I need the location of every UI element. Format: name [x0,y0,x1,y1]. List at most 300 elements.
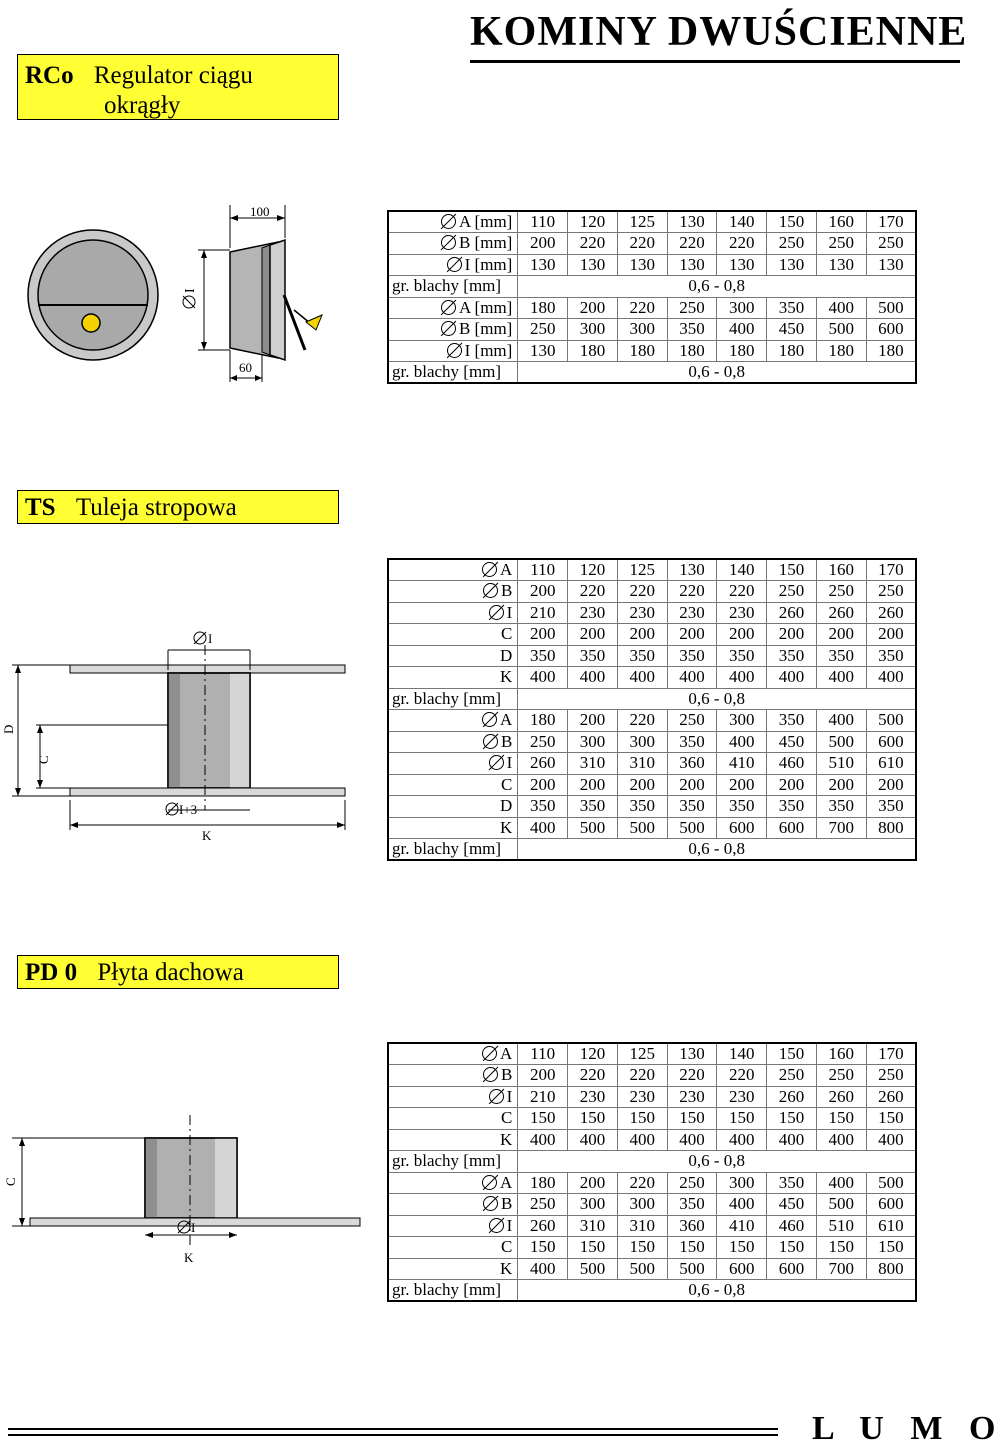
row-label-text: I [506,753,513,773]
table-cell: 200 [518,624,568,646]
section-code: PD 0 [25,959,78,986]
table-cell: 230 [617,602,667,624]
table-cell: 120 [568,211,618,233]
diameter-icon [447,343,462,358]
sheet-thickness-label: gr. blachy [mm] [388,276,518,298]
row-label-text: D [500,645,513,665]
table-cell: 200 [717,624,767,646]
row-label-text: K [500,667,513,687]
table-cell: 150 [866,1108,916,1130]
row-label [388,602,518,624]
table-cell: 125 [617,211,667,233]
table-row [388,211,916,233]
table-cell: 200 [667,624,717,646]
footer-rule [8,1428,778,1430]
table-row [388,624,916,646]
table-row [388,774,916,796]
row-label-text: B [500,581,513,601]
d-label: D [1,724,16,734]
table-cell: 130 [518,340,568,362]
section-name: Płyta dachowa [97,959,244,986]
row-label [388,319,518,341]
table-cell: 170 [866,1043,916,1065]
table-cell: 140 [717,559,767,581]
table-cell: 200 [568,1172,618,1194]
diameter-icon [489,755,504,770]
table-cell: 400 [617,1129,667,1151]
table-cell: 600 [866,731,916,753]
table-cell: 500 [568,1258,618,1280]
table-row [388,753,916,775]
table-cell: 130 [568,254,618,276]
page-title: KOMINY DWUŚCIENNE [470,9,968,55]
table-cell: 250 [518,731,568,753]
table-cell: 130 [518,254,568,276]
table-cell: 610 [866,1215,916,1237]
table-cell: 220 [667,233,717,255]
row-label [388,1215,518,1237]
table-cell: 210 [518,1086,568,1108]
table-row [388,581,916,603]
table-cell: 200 [568,710,618,732]
sheet-thickness-value: 0,6 - 0,8 [518,1151,916,1173]
table-cell: 180 [568,340,618,362]
row-label [388,710,518,732]
table-cell: 350 [667,645,717,667]
table-cell: 350 [568,796,618,818]
table-cell: 180 [816,340,866,362]
diameter-icon [489,1089,504,1104]
table-row [388,233,916,255]
row-label [388,1237,518,1259]
table-cell: 350 [767,796,817,818]
table-cell: 350 [866,645,916,667]
table-cell: 140 [717,211,767,233]
table-cell: 400 [816,710,866,732]
table-cell: 150 [667,1108,717,1130]
row-label-text: C [500,624,513,644]
table-cell: 400 [866,667,916,689]
table-cell: 600 [866,1194,916,1216]
table-cell: 410 [717,1215,767,1237]
table-cell: 350 [767,1172,817,1194]
table-cell: 200 [816,624,866,646]
tuleja-drawing [0,610,380,860]
table-cell: 150 [767,559,817,581]
sheet-thickness-value: 0,6 - 0,8 [518,276,916,298]
table-cell: 400 [518,1129,568,1151]
table-cell: 350 [568,645,618,667]
table-cell: 260 [866,602,916,624]
dim-60: 60 [239,360,252,375]
table-row [388,710,916,732]
section-code: RCo [25,62,74,89]
table-cell: 400 [767,667,817,689]
table-cell: 150 [617,1237,667,1259]
table-cell: 310 [568,753,618,775]
table-cell: 250 [667,1172,717,1194]
table-row [388,319,916,341]
table-cell: 180 [518,710,568,732]
row-label [388,297,518,319]
table-cell: 260 [518,1215,568,1237]
row-label [388,645,518,667]
table-cell: 200 [667,774,717,796]
table-cell: 350 [617,796,667,818]
diameter-icon [482,1046,497,1061]
table-cell: 350 [518,796,568,818]
table-cell: 130 [866,254,916,276]
diameter-icon [489,1218,504,1233]
row-label [388,1065,518,1087]
table-cell: 220 [617,297,667,319]
table-cell: 120 [568,559,618,581]
k-label: K [184,1250,194,1265]
row-label-text: A [500,560,513,579]
table-cell: 130 [617,254,667,276]
table-row [388,559,916,581]
diameter-icon [441,235,456,250]
table-cell: 230 [617,1086,667,1108]
table-cell: 150 [568,1108,618,1130]
sheet-thickness-row [388,688,916,710]
table-cell: 230 [667,602,717,624]
table-cell: 250 [767,581,817,603]
table-row [388,1194,916,1216]
table-row [388,796,916,818]
table-cell: 400 [816,667,866,689]
table-cell: 250 [767,233,817,255]
table-cell: 310 [617,753,667,775]
table-cell: 250 [816,1065,866,1087]
table-cell: 200 [617,774,667,796]
sheet-thickness-row [388,1280,916,1302]
table-cell: 350 [667,319,717,341]
table-cell: 200 [568,297,618,319]
table-row [388,1129,916,1151]
sheet-thickness-row [388,276,916,298]
row-label [388,233,518,255]
table-cell: 700 [816,1258,866,1280]
table-cell: 500 [667,1258,717,1280]
table-cell: 130 [667,254,717,276]
table-cell: 400 [667,1129,717,1151]
row-label [388,774,518,796]
row-label [388,1108,518,1130]
table-cell: 250 [767,1065,817,1087]
table-cell: 180 [518,297,568,319]
c-label: C [36,755,51,764]
table-cell: 110 [518,559,568,581]
table-row [388,297,916,319]
table-cell: 220 [667,581,717,603]
table-cell: 350 [816,645,866,667]
table-cell: 700 [816,817,866,839]
table-cell: 460 [767,753,817,775]
table-row [388,1086,916,1108]
row-label [388,581,518,603]
section-label-ts [17,490,339,524]
row-label-text: I [506,602,513,622]
table-cell: 350 [667,1194,717,1216]
row-label-text: A [500,1044,513,1063]
table-cell: 250 [667,297,717,319]
table-cell: 600 [717,817,767,839]
row-label-text: K [500,1129,513,1149]
c-label: C [3,1177,18,1186]
table-cell: 170 [866,211,916,233]
row-label [388,340,518,362]
sheet-thickness-value: 0,6 - 0,8 [518,688,916,710]
row-label-text: D [500,796,513,816]
table-cell: 200 [518,774,568,796]
table-cell: 500 [617,1258,667,1280]
ts-spec-table [387,558,917,861]
table-cell: 150 [767,1237,817,1259]
table-cell: 450 [767,1194,817,1216]
table-cell: 220 [667,1065,717,1087]
row-label [388,1086,518,1108]
table-cell: 260 [767,1086,817,1108]
table-cell: 250 [518,1194,568,1216]
table-cell: 500 [816,1194,866,1216]
table-cell: 450 [767,731,817,753]
table-cell: 130 [667,211,717,233]
table-cell: 220 [717,581,767,603]
table-cell: 200 [518,233,568,255]
row-label [388,254,518,276]
table-cell: 150 [667,1237,717,1259]
table-cell: 200 [717,774,767,796]
row-label-text: C [500,774,513,794]
regulator-drawing [0,190,380,410]
row-label [388,1194,518,1216]
table-cell: 450 [767,319,817,341]
table-cell: 110 [518,211,568,233]
diameter-icon [447,257,462,272]
diameter-icon [441,321,456,336]
table-cell: 125 [617,1043,667,1065]
table-cell: 220 [617,1065,667,1087]
table-cell: 150 [717,1108,767,1130]
table-cell: 300 [617,731,667,753]
table-cell: 230 [717,1086,767,1108]
table-cell: 230 [667,1086,717,1108]
table-cell: 250 [667,710,717,732]
table-cell: 300 [568,731,618,753]
table-cell: 300 [717,297,767,319]
table-cell: 180 [767,340,817,362]
table-cell: 220 [568,233,618,255]
dia-i-label: I [191,1220,196,1235]
table-cell: 800 [866,1258,916,1280]
row-label [388,1172,518,1194]
table-cell: 230 [717,602,767,624]
table-cell: 360 [667,753,717,775]
sheet-thickness-row [388,362,916,384]
table-cell: 260 [518,753,568,775]
table-cell: 300 [568,1194,618,1216]
sheet-thickness-label: gr. blachy [mm] [388,362,518,384]
section-label-rco [17,54,339,120]
table-cell: 150 [767,1043,817,1065]
row-label-text: B [mm] [458,319,513,339]
dia-i-label: I [208,631,213,646]
table-cell: 400 [717,1129,767,1151]
table-cell: 500 [866,1172,916,1194]
table-cell: 125 [617,559,667,581]
diameter-icon [482,562,497,577]
table-cell: 130 [816,254,866,276]
table-cell: 800 [866,817,916,839]
table-cell: 210 [518,602,568,624]
row-label [388,1129,518,1151]
table-cell: 360 [667,1215,717,1237]
footer-rule [8,1434,778,1436]
table-cell: 170 [866,559,916,581]
table-cell: 500 [667,817,717,839]
dia-i-label: I [183,288,198,293]
table-cell: 220 [717,1065,767,1087]
table-cell: 230 [568,1086,618,1108]
table-cell: 300 [617,319,667,341]
row-label [388,624,518,646]
sheet-thickness-row [388,839,916,861]
table-cell: 200 [866,774,916,796]
table-cell: 600 [767,817,817,839]
row-label-text: K [500,817,513,837]
row-label-text: K [500,1258,513,1278]
table-cell: 230 [568,602,618,624]
sheet-thickness-row [388,1151,916,1173]
footer-logo: L U M O [812,1410,1004,1447]
table-cell: 350 [518,645,568,667]
row-label-text: I [mm] [464,254,513,274]
diameter-icon [483,734,498,749]
table-cell: 250 [866,233,916,255]
table-row [388,1258,916,1280]
row-label-text: B [500,1194,513,1214]
table-cell: 350 [816,796,866,818]
section-name-line2: okrągły [104,92,181,119]
row-label-text: C [500,1108,513,1128]
diameter-icon [483,583,498,598]
section-code: TS [25,494,56,521]
diameter-icon [441,300,456,315]
table-cell: 260 [816,602,866,624]
row-label-text: A [500,710,513,730]
table-cell: 350 [667,731,717,753]
table-row [388,817,916,839]
row-label [388,731,518,753]
table-cell: 150 [816,1108,866,1130]
table-cell: 510 [816,1215,866,1237]
table-cell: 140 [717,1043,767,1065]
diameter-icon [482,712,497,727]
table-cell: 220 [568,581,618,603]
table-cell: 500 [568,817,618,839]
table-row [388,645,916,667]
diameter-icon [489,605,504,620]
table-cell: 400 [568,1129,618,1151]
diameter-icon [483,1067,498,1082]
table-cell: 310 [617,1215,667,1237]
table-cell: 510 [816,753,866,775]
table-cell: 130 [767,254,817,276]
table-cell: 350 [767,710,817,732]
table-cell: 220 [617,581,667,603]
row-label [388,211,518,233]
sheet-thickness-label: gr. blachy [mm] [388,839,518,861]
table-cell: 400 [816,1172,866,1194]
row-label [388,667,518,689]
table-cell: 400 [717,667,767,689]
dia-i3-label: I+3 [179,802,198,817]
section-label-pd0 [17,955,339,989]
table-cell: 300 [568,319,618,341]
sheet-thickness-value: 0,6 - 0,8 [518,839,916,861]
table-cell: 220 [617,1172,667,1194]
table-row [388,1108,916,1130]
table-cell: 180 [717,340,767,362]
row-label-text: B [mm] [458,233,513,253]
row-label-text: I [mm] [464,340,513,360]
table-cell: 120 [568,1043,618,1065]
table-cell: 220 [717,233,767,255]
table-cell: 250 [866,1065,916,1087]
table-cell: 300 [717,710,767,732]
table-cell: 150 [866,1237,916,1259]
table-cell: 500 [866,710,916,732]
sheet-thickness-label: gr. blachy [mm] [388,1151,518,1173]
diameter-icon [483,1196,498,1211]
table-cell: 600 [717,1258,767,1280]
table-row [388,1172,916,1194]
table-row [388,254,916,276]
table-cell: 260 [866,1086,916,1108]
table-cell: 150 [767,1108,817,1130]
table-cell: 150 [767,211,817,233]
table-cell: 250 [816,233,866,255]
table-cell: 220 [568,1065,618,1087]
table-cell: 350 [717,645,767,667]
table-cell: 350 [767,297,817,319]
table-cell: 200 [816,774,866,796]
table-cell: 310 [568,1215,618,1237]
table-cell: 350 [617,645,667,667]
row-label-text: B [500,1065,513,1085]
table-cell: 150 [518,1108,568,1130]
sheet-thickness-label: gr. blachy [mm] [388,688,518,710]
table-cell: 400 [617,667,667,689]
table-cell: 110 [518,1043,568,1065]
rco-spec-table [387,210,917,384]
table-cell: 200 [767,774,817,796]
pd0-spec-table [387,1042,917,1302]
table-cell: 400 [518,1258,568,1280]
table-cell: 150 [717,1237,767,1259]
row-label-text: I [506,1215,513,1235]
table-cell: 200 [767,624,817,646]
table-cell: 200 [518,1065,568,1087]
table-cell: 180 [667,340,717,362]
row-label [388,817,518,839]
diameter-icon [482,1175,497,1190]
table-cell: 400 [816,1129,866,1151]
table-cell: 610 [866,753,916,775]
section-name-line1: Regulator ciągu [93,62,253,89]
table-cell: 500 [816,319,866,341]
